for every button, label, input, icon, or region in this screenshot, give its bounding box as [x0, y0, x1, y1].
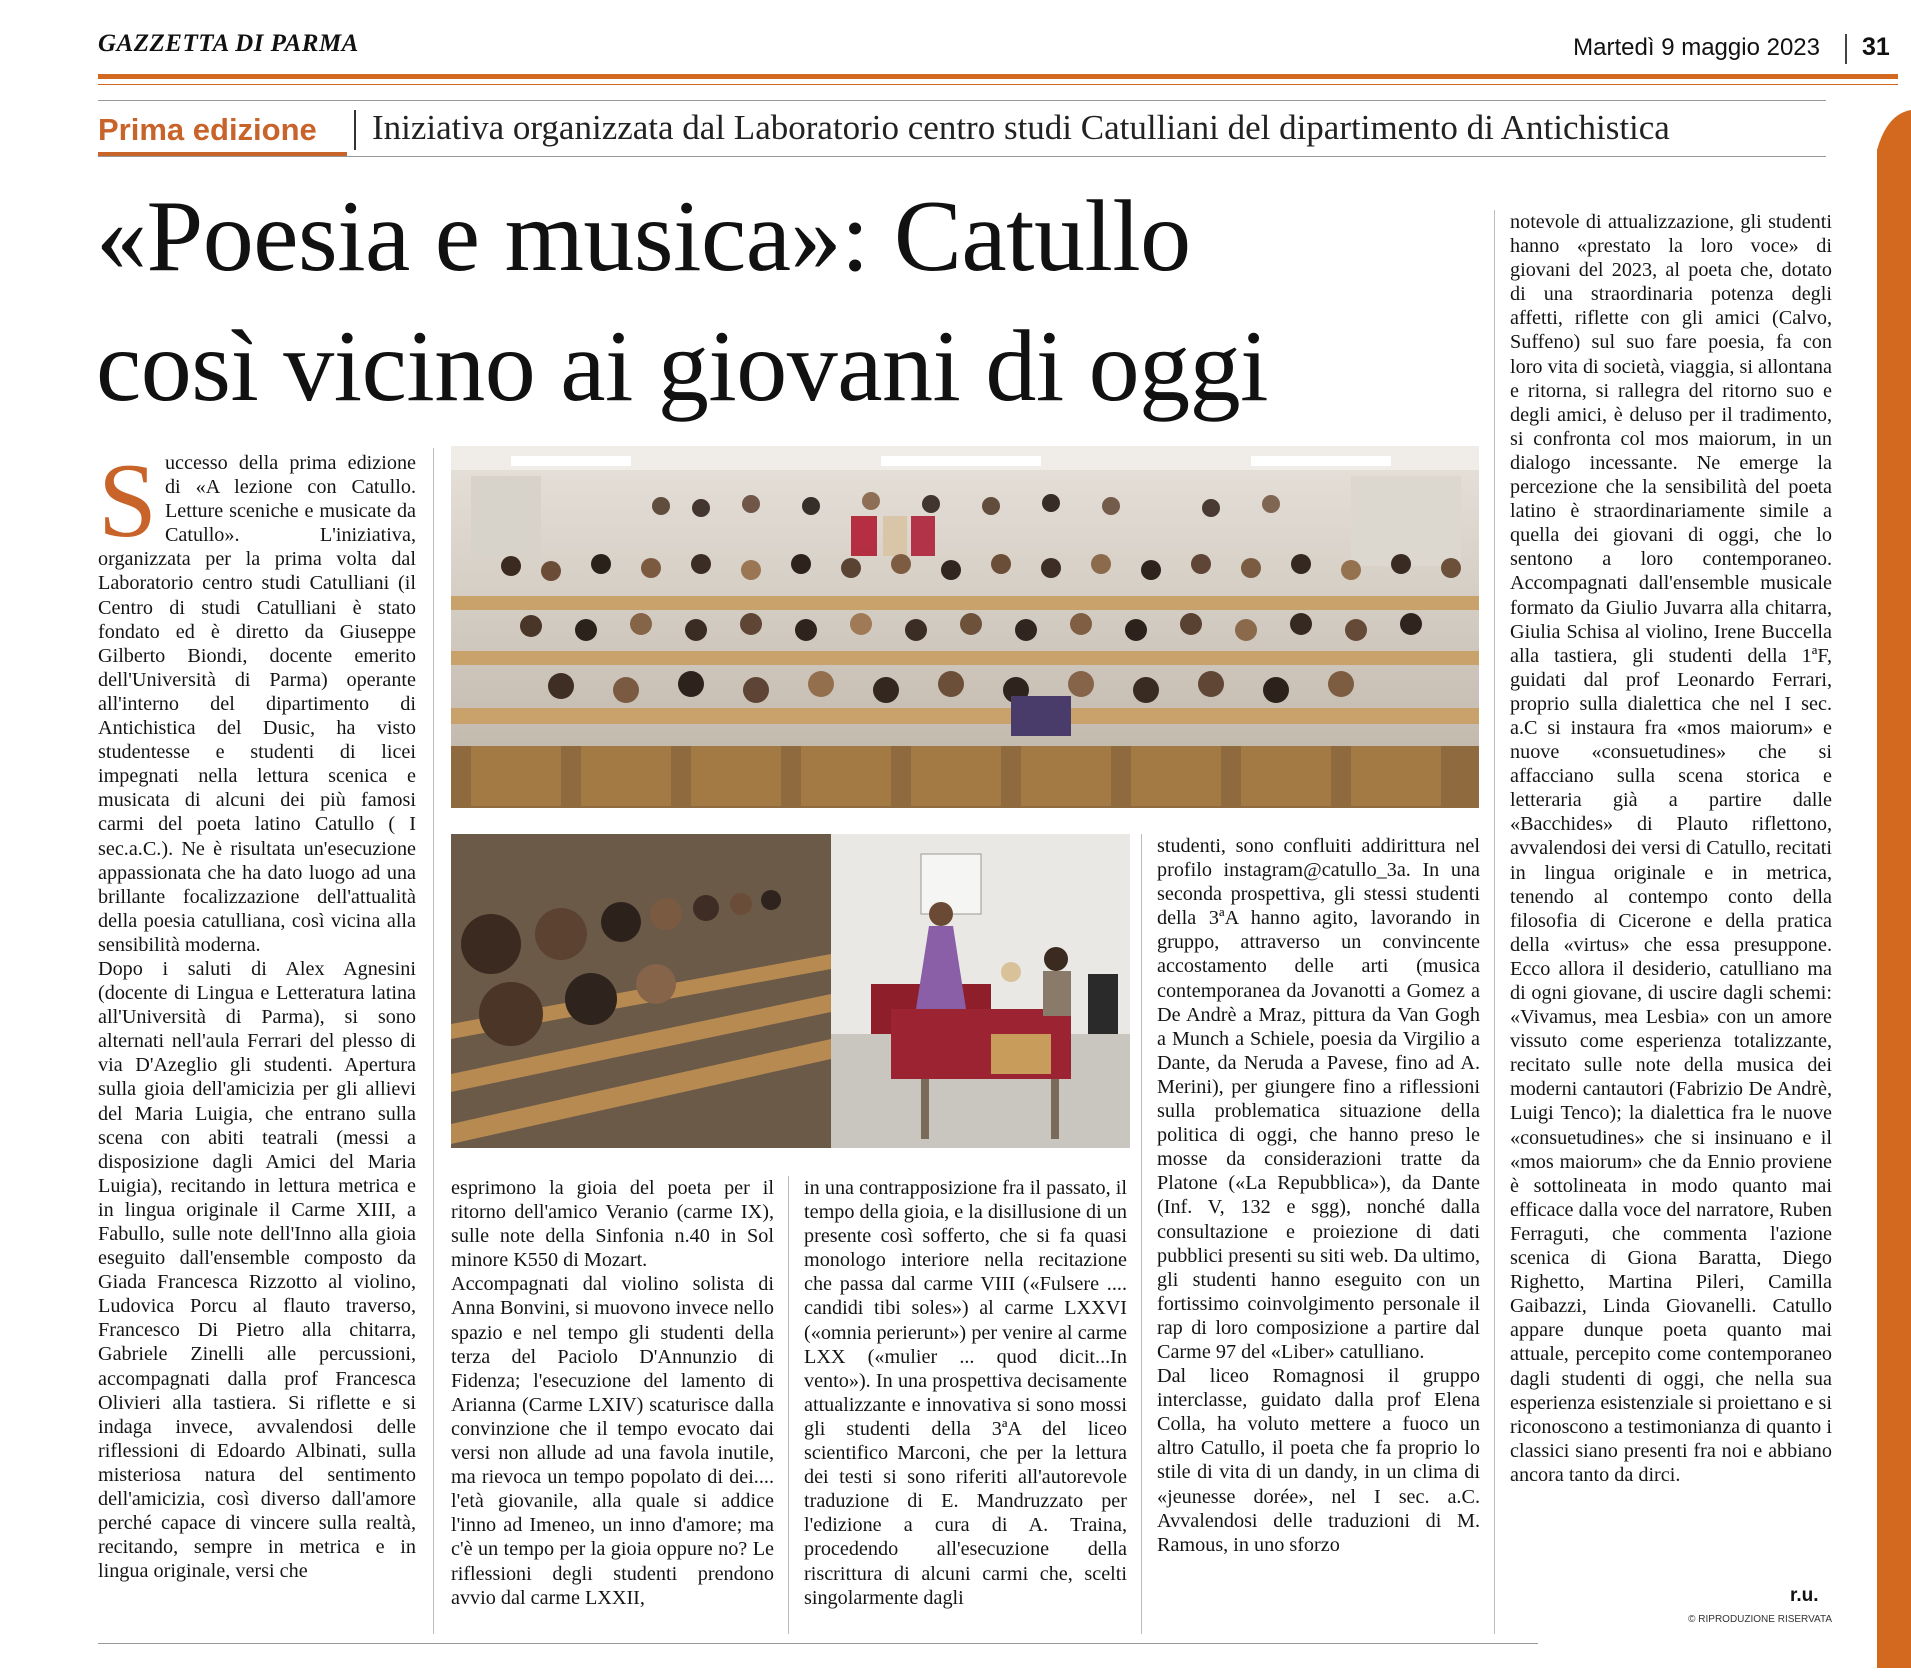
masthead: GAZZETTA DI PARMA [98, 30, 359, 57]
author-signature: r.u. [1790, 1585, 1819, 1606]
kicker-bottom-rule [98, 156, 1826, 157]
column-divider [433, 448, 434, 1634]
column-1-paragraph-1: uccesso della prima edizione di «A lezione con Catullo. Letture sceniche e musicate da Catullo». L'iniziativa, organizzata per la prima volta dal Laboratorio centro studi Catulliani (il Centro di studi Catulliani è stato fondato ed è diretto da Giuseppe Gilberto Biondi, docente emerito dell'Università di Parma) operante all'interno del dipartimento di Antichistica del Dusic, ha visto studentesse e studenti di licei impegnati nella lettura scenica e musicata di alcuni dei più famosi carmi del poeta latino Catullo ( I sec.a.C.). Ne è risultata un'esecuzione appassionata che ha dato luogo ad una brillante focalizzazione dell'attualità della poesia catulliana, così vicina alla sensibilità moderna. [98, 452, 416, 956]
column-1-paragraph-2: Dopo i saluti di Alex Agnesini (docente di Lingua e Letteratura latina all'Università di Parma), si sono alternati nell'aula Ferrari del plesso di via D'Azeglio gli studenti. Apertura sulla gioia dell'amicizia per gli allievi del Maria Luigia, che entrano sulla scena con abiti teatrali (messi a disposizione dagli Amici del Maria Luigia), recitando in lettura metrica e in lingua originale il Carme XIII, a Fabullo, sulle note dell'Inno alla gioia eseguito dall'ensemble composto da Giada Francesca Rizzotto al violino, Ludovica Porcu al flauto traverso, Francesco Di Pietro alla chitarra, Gabriele Zinelli alle percussioni, accompagnati dalla prof Francesca Olivieri alla tastiera. Si riflette e si indaga invece, avvalendosi delle riflessioni di Edoardo Albinati, sulla misteriosa natura del sentimento dell'amicizia, così diverso dall'amore perché capace di vincere sulla realtà, recitando, sempre in metrica e in lingua originale, versi che [98, 957, 416, 1583]
column-divider [1494, 210, 1495, 1634]
issue-date: Martedì 9 maggio 2023 [1573, 34, 1820, 61]
side-stripe [1877, 110, 1911, 1668]
column-2-paragraph-1: esprimono la gioia del poeta per il ritorno dell'amico Veranio (carme IX), sulle note della Sinfonia n.40 in Sol minore K550 di Mozart. [451, 1177, 774, 1272]
article-column-2 [451, 1176, 774, 1610]
column-3-paragraph-1: in una contrapposizione fra il passato, il tempo della gioia, e la disillusione di un presente così sofferto, che si fa quasi monologo interiore nella recitazione che passa dal carme VIII («Fulsere .... candidi tibi soles») al carme LXXVI («omnia perierunt») per venire al carme LXX («mulier ... quod dicit...In vento»). In una prospettiva decisamente attualizzante e innovativa si sono mossi gli studenti della 3ªA del liceo scientifico Marconi, che per la lettura dei testi si sono riferiti all'autorevole traduzione di E. Mandruzzato per l'edizione a cura di A. Traina, procedendo all'esecuzione della riscrittura di alcuni carmi che, scelti singolarmente dagli [804, 1177, 1127, 1609]
kicker-top-rule [98, 100, 1826, 101]
page-number: 31 [1862, 33, 1890, 61]
performance-photo [451, 834, 1130, 1148]
column-4-paragraph-1: studenti, sono confluiti addirittura nel profilo instagram@catullo_3a. In una seconda prospettiva, gli stessi studenti della 3ªA hanno agito, lavorando in gruppo, attraverso un convincente accostamento delle arti (musica contemporanea da Jovanotti a Gomez a De Andrè a Mraz, pittura da Van Gogh a Munch a Schiele, poesia da Virgilio a Dante, da Neruda a Pavese, fino ad A. Merini), per giungere fino a riflessioni sulla problematica situazione della politica di oggi, che hanno preso le mosse da considerazioni tratte da Platone («La Repubblica»), da Dante (Inf. V, 132 e sgg), nonché dalla consultazione e proiezione di dati pubblici presenti su siti web. Da ultimo, gli studenti hanno eseguito con un fortissimo coinvolgimento personale il rap di loro composizione a partire dal Carme 97 del «Liber» catulliano. [1157, 835, 1480, 1363]
column-divider [1141, 834, 1142, 1634]
article-column-3 [804, 1176, 1127, 1610]
header-divider [1845, 34, 1847, 64]
column-2-paragraph-2: Accompagnati dal violino solista di Anna Bonvini, si muovono invece nello spazio e nel tempo gli studenti della terza del Paciolo D'Annunzio di Fidenza; l'esecuzione del lamento di Arianna (Carme LXIV) scaturisce dalla convinzione che il tempo evocato dai versi non allude ad una favola inutile, ma rievoca un tempo popolato di dei.... l'età giovanile, alla quale si addice l'inno ad Imeneo, un inno d'amore; ma c'è un tempo per la gioia oppure no? Le riflessioni degli studenti prendono avvio dal carme LXXII, [451, 1273, 774, 1609]
kicker-label: Prima edizione [98, 112, 317, 147]
kicker-divider [354, 110, 356, 150]
kicker-text: Iniziativa organizzata dal Laboratorio centro studi Catulliani del dipartimento di Antichistica [372, 108, 1670, 147]
column-4-paragraph-2: Dal liceo Romagnosi il gruppo interclasse, guidato dalla prof Elena Colla, ha voluto mettere a fuoco un altro Catullo, il poeta che fa proprio lo stile di vita di un dandy, in un clima di «jeunesse dorée», nel I sec. a.C. Avvalendosi delle traduzioni di M. Ramous, in uno sforzo [1157, 1365, 1480, 1556]
column-5-paragraph-1: notevole di attualizzazione, gli studenti hanno «prestato la loro voce» di giovani del 2023, al poeta che, dotato di una straordinaria potenza degli affetti, riflette con gli amici (Calvo, Suffeno) sul suo fare poesia, fa con loro vita di società, viaggia, si allontana e ritorna, si rallegra del ritorno suo e degli amici, è deluso per il tradimento, si confronta col mos maiorum, in un dialogo incessante. Ne emerge la percezione che la sensibilità del poeta latino è straordinariamente simile a quella dei giovani di oggi, che lo sentono a loro contemporaneo. Accompagnati dall'ensemble musicale formato da Giulio Juvarra alla chitarra, Giulia Schisa al violino, Irene Buccella alla tastiera, gli studenti della 1ªF, guidati dal prof Leonardo Ferrari, proprio sulla dialettica che nel I sec. a.C si instaura fra «mos maiorum» e nuove «consuetudines» che si affacciano sulla scena storica e letteraria già a partire dalle «Bacchides» di Plauto riflettono, avvalendosi dei versi di Catullo, recitati in lingua originale e in metrica, tenendo al contempo conto della filosofia di Cicerone e della pratica della «virtus» che essa presuppone. Ecco allora il desiderio, catulliano ma di ogni giovane, di uscire dagli schemi: «Vivamus, mea Lesbia» con un amore vissuto come esperienza totalizzante, recitato sulle note della musica dei moderni cantautori (Fabrizio De Andrè, Luigi Tenco); la dialettica fra le nuove «consuetudines» che si insinuano e il «mos maiorum» che da Ennio proviene è sottolineata in modo quanto mai efficace dalla voce del narratore, Ruben Ferraguti, che commenta l'azione scenica di Giona Baratta, Diego Righetto, Martina Pileri, Camilla Gaibazzi, Linda Giovanelli. Catullo appare dunque poeta quanto mai attuale, percepito come contemporaneo dagli studenti di oggi, che nella sua esperienza esistenziale si proiettano e si riconoscono a testimonianza di quanto i classici siano presenti fra noi e abbiano ancora tanto da dirci. [1510, 211, 1832, 1486]
bottom-rule [98, 1643, 1538, 1644]
copyright-notice: © RIPRODUZIONE RISERVATA [1688, 1614, 1832, 1625]
drop-cap: S [98, 442, 157, 559]
column-divider [788, 1176, 789, 1634]
headline [96, 172, 1496, 432]
headline-line-2: così vicino ai giovani di oggi [96, 310, 1268, 423]
header-rule [98, 74, 1898, 79]
article-column-5 [1510, 210, 1832, 1487]
headline-line-1: «Poesia e musica»: Catullo [96, 180, 1191, 293]
audience-photo [451, 446, 1479, 808]
article-column-4 [1157, 834, 1480, 1557]
header-rule-thin [98, 84, 1898, 85]
article-column-1 [98, 442, 416, 1583]
